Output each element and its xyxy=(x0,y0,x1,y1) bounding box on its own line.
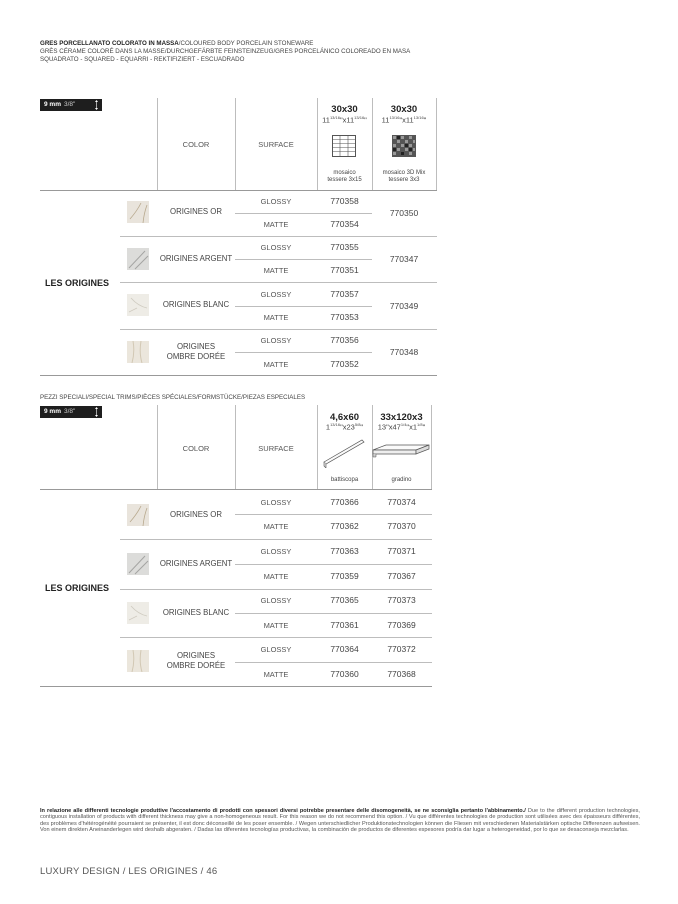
product-code: 770360 xyxy=(330,669,359,679)
product-code: 770358 xyxy=(330,196,359,206)
tile-swatch-icon xyxy=(127,341,149,363)
surface-glossy: GLOSSY xyxy=(260,596,292,605)
header-line-2: GRÈS CÉRAME COLORÉ DANS LA MASSE/DURCHGEFÄRBTE FEINSTEINZEUG/GRES PORCELÁNICO COLOREADO EN MASA xyxy=(40,48,411,55)
divider xyxy=(120,282,437,283)
product-code: 770368 xyxy=(387,669,416,679)
divider xyxy=(40,375,437,376)
product-code: 770354 xyxy=(330,219,359,229)
surface-glossy: GLOSSY xyxy=(260,498,292,507)
color-name: ORIGINES OMBRE DORÉE xyxy=(166,342,226,361)
format-size: 30x30 xyxy=(390,104,418,115)
color-name: ORIGINES BLANC xyxy=(162,608,230,617)
header-line-3: SQUADRATO - SQUARED - EQUARRI - REKTIFIZIERT - ESCUADRADO xyxy=(40,56,245,63)
surface-column-head: SURFACE xyxy=(258,140,294,149)
divider xyxy=(40,686,432,687)
surface-matte: MATTE xyxy=(263,522,289,531)
divider xyxy=(235,662,432,663)
format-size: 33x120x3 xyxy=(380,412,423,423)
color-name: ORIGINES OR xyxy=(170,207,222,216)
product-code: 770361 xyxy=(330,620,359,630)
series-name: LES ORIGINES xyxy=(45,278,110,288)
divider xyxy=(436,98,437,190)
mosaic-3d-mix-icon xyxy=(392,135,416,157)
product-code: 770348 xyxy=(389,347,419,357)
tile-swatch-icon xyxy=(127,650,149,672)
product-code: 770365 xyxy=(330,595,359,605)
thickness-badge: 9 mm 3/8" xyxy=(40,99,102,111)
format-label: mosaico tessere 3x15 xyxy=(327,170,362,183)
mosaic-strips-icon xyxy=(332,135,356,157)
color-name: ORIGINES ARGENT xyxy=(159,559,233,568)
thickness-arrow-icon xyxy=(95,407,98,417)
format-label: gradino xyxy=(391,477,412,483)
surface-glossy: GLOSSY xyxy=(260,197,292,206)
format-size-inch: $11^{13/16}"x11^{13/16}$" xyxy=(381,115,427,125)
divider xyxy=(120,539,432,540)
page-header xyxy=(40,40,640,64)
format-size-inch: $13"x47^{1/4}"x1^{1/8}$" xyxy=(377,422,426,432)
tile-swatch-icon xyxy=(127,294,149,316)
trims-section-title: PEZZI SPECIALI/SPECIAL TRIMS/PIÈCES SPÉCIALES/FORMSTÜCKE/PIEZAS ESPECIALES xyxy=(40,394,306,401)
product-code: 770357 xyxy=(330,289,359,299)
product-code: 770372 xyxy=(387,644,416,654)
divider xyxy=(235,613,432,614)
divider xyxy=(40,489,432,490)
series-name: LES ORIGINES xyxy=(45,583,110,593)
product-code: 770369 xyxy=(387,620,416,630)
tile-swatch-icon xyxy=(127,201,149,223)
color-name: ORIGINES BLANC xyxy=(162,300,230,309)
step-icon xyxy=(372,443,430,461)
tile-swatch-icon xyxy=(127,248,149,270)
product-code: 770374 xyxy=(387,497,416,507)
product-code: 770371 xyxy=(387,546,416,556)
color-name: ORIGINES OR xyxy=(170,510,222,519)
surface-matte: MATTE xyxy=(263,266,289,275)
divider xyxy=(235,213,372,214)
product-code: 770353 xyxy=(330,312,359,322)
surface-glossy: GLOSSY xyxy=(260,290,292,299)
format-size: 30x30 xyxy=(331,104,358,115)
divider xyxy=(235,259,372,260)
color-column-head: COLOR xyxy=(182,444,210,453)
product-code: 770355 xyxy=(330,242,359,252)
format-size: 4,6x60 xyxy=(329,412,360,423)
surface-matte: MATTE xyxy=(263,220,289,229)
tile-swatch-icon xyxy=(127,602,149,624)
color-name: ORIGINES ARGENT xyxy=(159,254,233,263)
surface-glossy: GLOSSY xyxy=(260,645,292,654)
product-code: 770364 xyxy=(330,644,359,654)
product-code: 770347 xyxy=(389,254,419,264)
product-code: 770363 xyxy=(330,546,359,556)
surface-glossy: GLOSSY xyxy=(260,336,292,345)
surface-column-head: SURFACE xyxy=(258,444,294,453)
product-code: 770367 xyxy=(387,571,416,581)
surface-matte: MATTE xyxy=(263,313,289,322)
product-code: 770370 xyxy=(387,521,416,531)
divider xyxy=(431,405,432,489)
surface-matte: MATTE xyxy=(263,621,289,630)
divider xyxy=(120,236,437,237)
header-line-1: GRES PORCELLANATO COLORATO IN MASSA/COLOURED BODY PORCELAIN STONEWARE xyxy=(40,40,314,47)
surface-matte: MATTE xyxy=(263,670,289,679)
divider xyxy=(120,637,432,638)
format-label: battiscopa xyxy=(330,477,359,483)
divider xyxy=(120,329,437,330)
divider xyxy=(120,589,432,590)
product-code: 770349 xyxy=(389,301,419,311)
format-size-inch: $1^{13/16}"x23^{5/8}$" xyxy=(325,422,364,432)
thickness-arrow-icon xyxy=(95,100,98,110)
product-code: 770356 xyxy=(330,335,359,345)
product-code: 770373 xyxy=(387,595,416,605)
product-code: 770362 xyxy=(330,521,359,531)
surface-matte: MATTE xyxy=(263,360,289,369)
surface-glossy: GLOSSY xyxy=(260,243,292,252)
disclaimer-note: In relazione alle differenti tecnologie produttive l'accostamento di prodotti con spessori diversi potrebbe presentare delle disomogeneità, se ne sconsiglia pertanto l'abbinamento./ Due to the different production technologies, contiguous installation of products with different thickness may give a non-homogeneous result. For this reason we do not recommend this option. / Vu que différentes technologies de production sont utilisées avec des épaisseurs différentes, des problèmes d'hétérogénéité pourraient se présenter, il est donc déconseillé de les poser ensemble. / Wegen unterschiedlicher Produktionstechnologien können die Fliesen mit verschiedenen Materialstärken optische Differenzen aufweisen. Von einem direkten Aneinanderlegen wird deshalb abgeraten. / Dadas las diferentes tecnologías productivas, la combinación de productos de diferentes espesores podría dar lugar a heterogeneidad, por lo que se desaconseja mezclarlas. xyxy=(40,808,640,833)
surface-matte: MATTE xyxy=(263,572,289,581)
product-code: 770359 xyxy=(330,571,359,581)
format-size-inch: $11^{13/16}"x11^{13/16}$" xyxy=(322,115,367,125)
divider xyxy=(235,514,432,515)
color-column-head: COLOR xyxy=(182,140,210,149)
tile-swatch-icon xyxy=(127,504,149,526)
color-name: ORIGINES OMBRE DORÉE xyxy=(166,651,226,670)
tile-swatch-icon xyxy=(127,553,149,575)
format-label: mosaico 3D Mix tessere 3x3 xyxy=(382,170,426,183)
skirting-icon xyxy=(322,436,366,468)
product-code: 770351 xyxy=(330,265,359,275)
divider xyxy=(40,190,437,191)
divider xyxy=(235,352,372,353)
divider xyxy=(235,564,432,565)
surface-glossy: GLOSSY xyxy=(260,547,292,556)
divider xyxy=(235,306,372,307)
thickness-badge: 9 mm 3/8" xyxy=(40,406,102,418)
product-code: 770366 xyxy=(330,497,359,507)
page-footer: LUXURY DESIGN / LES ORIGINES / 46 xyxy=(40,866,218,877)
product-code: 770352 xyxy=(330,359,359,369)
product-code: 770350 xyxy=(389,208,419,218)
